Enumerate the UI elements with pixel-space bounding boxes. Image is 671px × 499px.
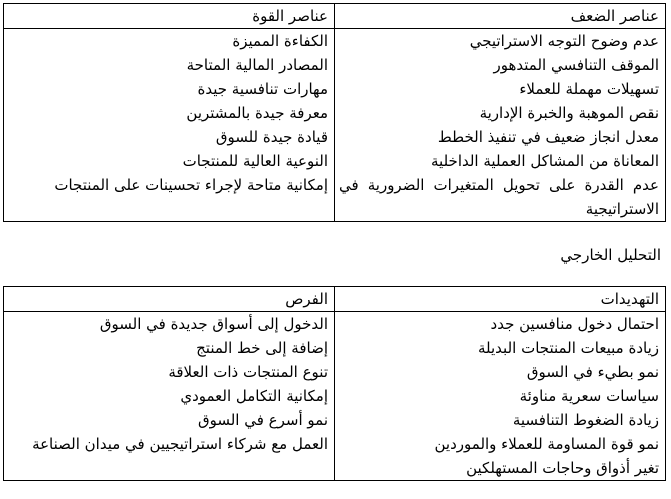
weakness-item: نقص الموهبة والخبرة الإدارية (479, 104, 659, 122)
opportunity-item: إضافة إلى خط المنتج (196, 339, 328, 357)
external-analysis-title: التحليل الخارجي (560, 246, 661, 264)
internal-header-row (4, 4, 666, 29)
weakness-item: المعاناة من المشاكل العملية الداخلية (431, 152, 659, 170)
strengths-list (4, 29, 335, 222)
threat-item: نمو بطيء في السوق (526, 363, 659, 381)
threat-item: زيادة الضغوط التنافسية (512, 411, 659, 429)
threat-item: نمو قوة المساومة للعملاء والموردين (434, 435, 659, 453)
threat-item: تغير أذواق وحاجات المستهلكين (466, 459, 659, 477)
strength-item: قيادة جيدة للسوق (215, 128, 328, 146)
opportunity-item: نمو أسرع في السوق (197, 411, 328, 429)
external-header-row (4, 287, 666, 312)
threats-header: التهديدات (335, 287, 666, 312)
opportunity-item: العمل مع شركاء استراتيجيين في ميدان الصناعة (32, 435, 328, 453)
external-body-row (4, 312, 666, 481)
weakness-item: الموقف التنافسي المتدهور (493, 56, 659, 74)
internal-swot-table (3, 3, 666, 222)
opportunity-item: الدخول إلى أسواق جديدة في السوق (99, 315, 328, 333)
strength-item: المصادر المالية المتاحة (186, 56, 328, 74)
weaknesses-list (335, 29, 666, 222)
threats-list (335, 312, 666, 481)
internal-body-row (4, 29, 666, 222)
weaknesses-header: عناصر الضعف (335, 4, 666, 29)
threat-item: احتمال دخول منافسين جدد (490, 315, 659, 333)
strength-item: مهارات تنافسية جيدة (197, 80, 328, 98)
opportunities-list (4, 312, 335, 481)
external-swot-table (3, 286, 666, 481)
strength-item: الكفاءة المميزة (232, 32, 328, 50)
strength-item: إمكانية متاحة لإجراء تحسينات على المنتجات (54, 176, 328, 194)
strength-item: النوعية العالية للمنتجات (182, 152, 328, 170)
weakness-item: عدم وضوح التوجه الاستراتيجي (469, 32, 659, 50)
strengths-header: عناصر القوة (4, 4, 335, 29)
strength-item: معرفة جيدة بالمشترين (186, 104, 328, 122)
weakness-item: معدل انجاز ضعيف في تنفيذ الخطط (437, 128, 659, 146)
opportunity-item: تنوع المنتجات ذات العلاقة (168, 363, 328, 381)
threat-item: زيادة مبيعات المنتجات البديلة (477, 339, 659, 357)
opportunity-item: إمكانية التكامل العمودي (180, 387, 328, 405)
opportunities-header: الفرص (4, 287, 335, 312)
threat-item: سياسات سعرية مناوئة (519, 387, 659, 405)
weakness-item: عدم القدرة على تحويل المتغيرات الضرورية في الاستراتيجية (339, 176, 659, 218)
weakness-item: تسهيلات مهملة للعملاء (519, 80, 659, 98)
